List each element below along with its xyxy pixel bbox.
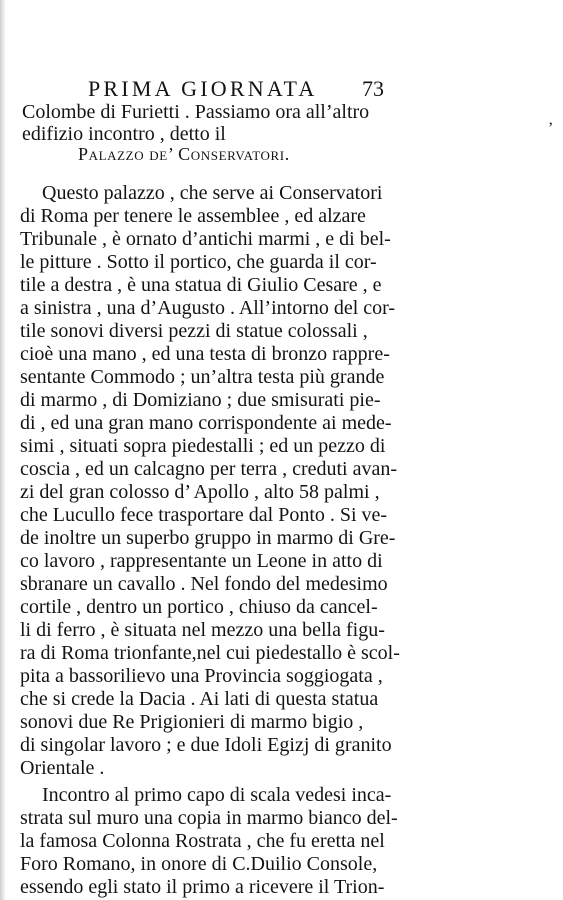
paragraph-line: simi , situati sopra piedestalli ; ed un pezzo di: [20, 435, 386, 457]
paragraph-line: che Lucullo fece trasportare dal Ponto . Si ve-: [20, 504, 388, 526]
section-heading: Palazzo de’ Conservatori.: [78, 144, 290, 164]
paragraph-line: tile a destra , è una statua di Giulio Cesare , e: [20, 274, 382, 296]
paragraph-line: Tribunale , è ornato d’antichi marmi , e di bel-: [20, 228, 391, 250]
paragraph-line: a sinistra , una d’Augusto . All’intorno del cor-: [20, 297, 396, 319]
paragraph-line: la famosa Colonna Rostrata , che fu eretta nel: [20, 830, 385, 852]
paragraph-line: di , ed una gran mano corrispondente ai mede-: [20, 412, 392, 434]
intro-line: edifizio incontro , detto il: [22, 123, 226, 145]
margin-mark: ’: [548, 120, 554, 137]
paragraph-line: Questo palazzo , che serve ai Conservatori: [42, 182, 383, 204]
page-number: 73: [362, 76, 384, 101]
paragraph-line: di Roma per tenere le assemblee , ed alzare: [20, 205, 366, 227]
paragraph-line: pita a bassorilievo una Provincia soggiogata ,: [20, 665, 383, 687]
paragraph-line: di singolar lavoro ; e due Idoli Egizj di granito: [20, 734, 392, 756]
paragraph-line: cortile , dentro un portico , chiuso da cancel-: [20, 596, 378, 618]
running-title: PRIMA GIORNATA: [88, 76, 318, 101]
paragraph-line: sentante Commodo ; un’altra testa più grande: [20, 366, 385, 388]
paragraph-line: le pitture . Sotto il portico, che guarda il cor-: [20, 251, 377, 273]
paragraph-line: sbranare un cavallo . Nel fondo del medesimo: [20, 573, 388, 595]
paragraph-line: che si crede la Dacia . Ai lati di questa statua: [20, 688, 379, 710]
paragraph-line: li di ferro , è situata nel mezzo una bella figu-: [20, 619, 385, 641]
paragraph-line: essendo egli stato il primo a ricevere il Trion-: [20, 876, 385, 898]
paragraph-line: coscia , ed un calcagno per terra , creduti avan-: [20, 458, 398, 480]
paragraph-line: Incontro al primo capo di scala vedesi inca-: [42, 784, 392, 806]
paragraph-line: ra di Roma trionfante,nel cui piedestallo è scol-: [20, 642, 400, 664]
paragraph-line: di marmo , di Domiziano ; due smisurati pie-: [20, 389, 381, 411]
paragraph-line: de inoltre un superbo gruppo in marmo di Gre-: [20, 527, 396, 549]
paragraph-line: Orientale .: [20, 757, 105, 779]
intro-line: Colombe di Furietti . Passiamo ora all’altro: [22, 101, 370, 123]
paragraph-line: sonovi due Re Prigionieri di marmo bigio ,: [20, 711, 364, 733]
paragraph-line: zi del gran colosso d’ Apollo , alto 58 palmi ,: [20, 481, 380, 503]
paragraph-line: cioè una mano , ed una testa di bronzo rappre-: [20, 343, 390, 365]
paragraph-line: co lavoro , rappresentante un Leone in atto di: [20, 550, 383, 572]
paragraph-line: tile sonovi diversi pezzi di statue colossali ,: [20, 320, 368, 342]
paragraph-line: strata sul muro una copia in marmo bianco del-: [20, 807, 398, 829]
paragraph-line: Foro Romano, in onore di C.Duilio Console,: [20, 853, 378, 875]
